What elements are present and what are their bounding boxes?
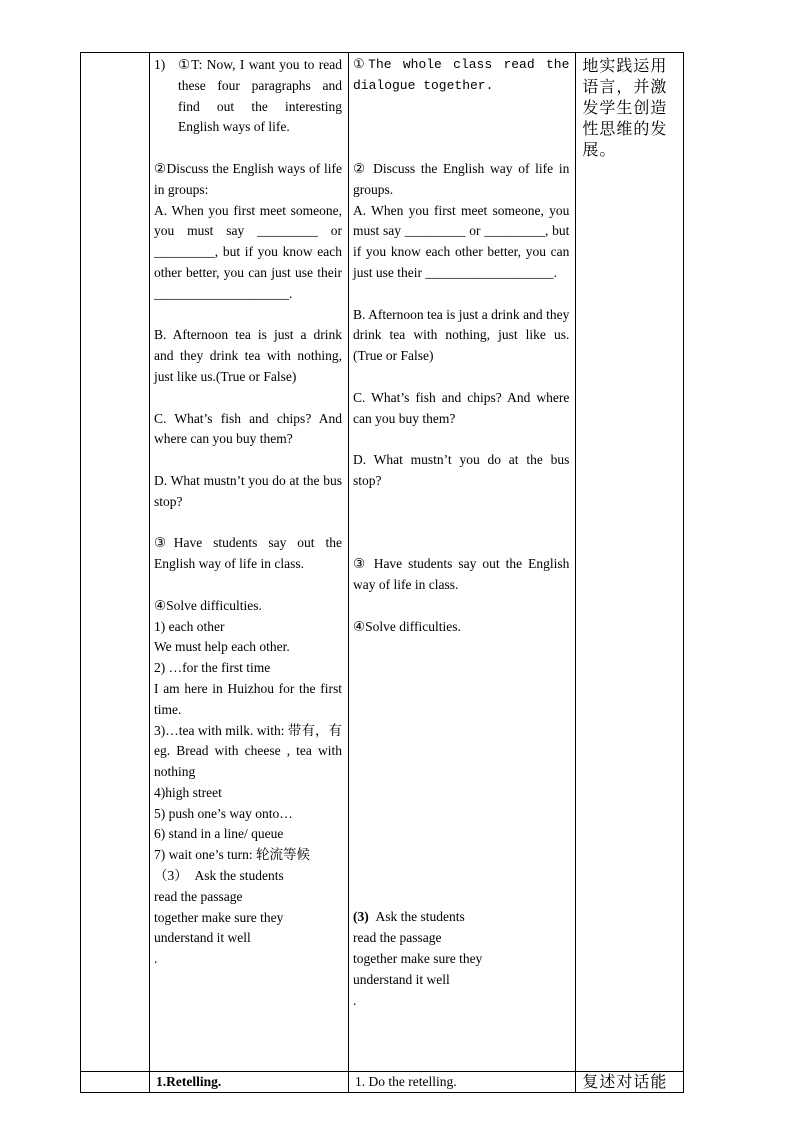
step-cell [81, 1072, 150, 1093]
student-discuss: ② Discuss the English way of life in groups. [352, 160, 570, 197]
difficulty-1: 1) each other [154, 618, 225, 634]
student-step3-line2: read the passage [352, 930, 442, 946]
teacher-step3-text: Ask the students [194, 868, 284, 884]
student-question-b: B. Afternoon tea is just a drink and they drink tea with nothing, just like us.(True or False) [352, 306, 570, 364]
teacher-step3-line2: read the passage [154, 888, 243, 904]
purpose-text: 地实践运用语言，并激发学生创造性思维的发展。 [582, 56, 668, 159]
student-step3-line5: . [352, 992, 357, 1008]
teacher-question-d: D. What mustn’t you do at the bus stop? [154, 472, 342, 509]
difficulty-3: 3)…tea with milk. with: 带有，有 eg. Bread with cheese , tea with nothing [154, 722, 342, 780]
student-question-c: C. What’s fish and chips? And where can you buy them? [352, 389, 570, 426]
teacher-step3-line5: . [154, 951, 158, 967]
difficulty-5: 5) push one’s way onto… [154, 805, 293, 821]
teacher-activity-cell [150, 53, 349, 1072]
student-step3-number: (3) [352, 909, 369, 925]
step-cell [81, 53, 150, 1072]
difficulty-2: 2) …for the first time [154, 660, 271, 676]
student-step3-line4: understand it well [352, 971, 450, 987]
difficulty-2-example: I am here in Huizhou for the first time. [154, 680, 342, 717]
do-retelling: 1. Do the retelling. [354, 1074, 457, 1089]
difficulty-1-example: We must help each other. [154, 639, 290, 655]
teacher-question-a: A. When you first meet someone, you must say _________ or _________, but if you know each other better, you can just use their ____________________. [154, 202, 342, 301]
difficulty-4: 4)high street [154, 784, 222, 800]
student-step3-text: Ask the students [375, 909, 465, 925]
table-row [81, 1072, 684, 1093]
purpose-retelling: 复述对话能 [582, 1072, 668, 1091]
purpose-cell [576, 53, 684, 1072]
teacher-activity-cell [150, 1072, 349, 1093]
student-question-d: D. What mustn’t you do at the bus stop? [352, 452, 570, 488]
student-say-out: ③ Have students say out the English way of life in class. [352, 556, 570, 592]
student-question-a: A. When you first meet someone, you must say _________ or _________, but if you know each other better, you can just use their ___________________. [352, 202, 570, 280]
teacher-step3-line4: understand it well [154, 930, 251, 946]
item1-number: 1) [154, 57, 166, 72]
difficulty-6: 6) stand in a line/ queue [154, 826, 284, 842]
teacher-solve: ④Solve difficulties. [154, 597, 262, 613]
teacher-step3-number: （3） [154, 868, 188, 884]
purpose-cell [576, 1072, 684, 1093]
table-row [81, 53, 684, 1072]
student-activity-cell [348, 53, 575, 1072]
teacher-say-out: ③Have students say out the English way of life in class. [154, 535, 342, 572]
teacher-step3-line3: together make sure they [154, 909, 284, 925]
student-solve: ④Solve difficulties. [352, 618, 461, 634]
student-activity-cell [348, 1072, 575, 1093]
teacher-discuss: ②Discuss the English ways of life in groups: [154, 160, 342, 197]
student-step3-line1 [353, 907, 569, 928]
student-whole-class: ①The whole class read the dialogue together. [352, 57, 570, 93]
difficulty-7: 7) wait one’s turn: 轮流等候 [154, 847, 310, 863]
teacher-item1: ①T: Now, I want you to read these four paragraphs and find out the interesting English ways of life. [178, 57, 342, 135]
teacher-question-c: C. What’s fish and chips? And where can you buy them? [154, 410, 342, 447]
lesson-plan-table [80, 52, 684, 1093]
retelling-heading: 1.Retelling. [156, 1074, 222, 1089]
teacher-question-b: B. Afternoon tea is just a drink and they drink tea with nothing, just like us.(True or False) [154, 327, 342, 384]
student-step3-line3: together make sure they [352, 950, 483, 966]
teacher-step3-line1 [154, 866, 342, 887]
